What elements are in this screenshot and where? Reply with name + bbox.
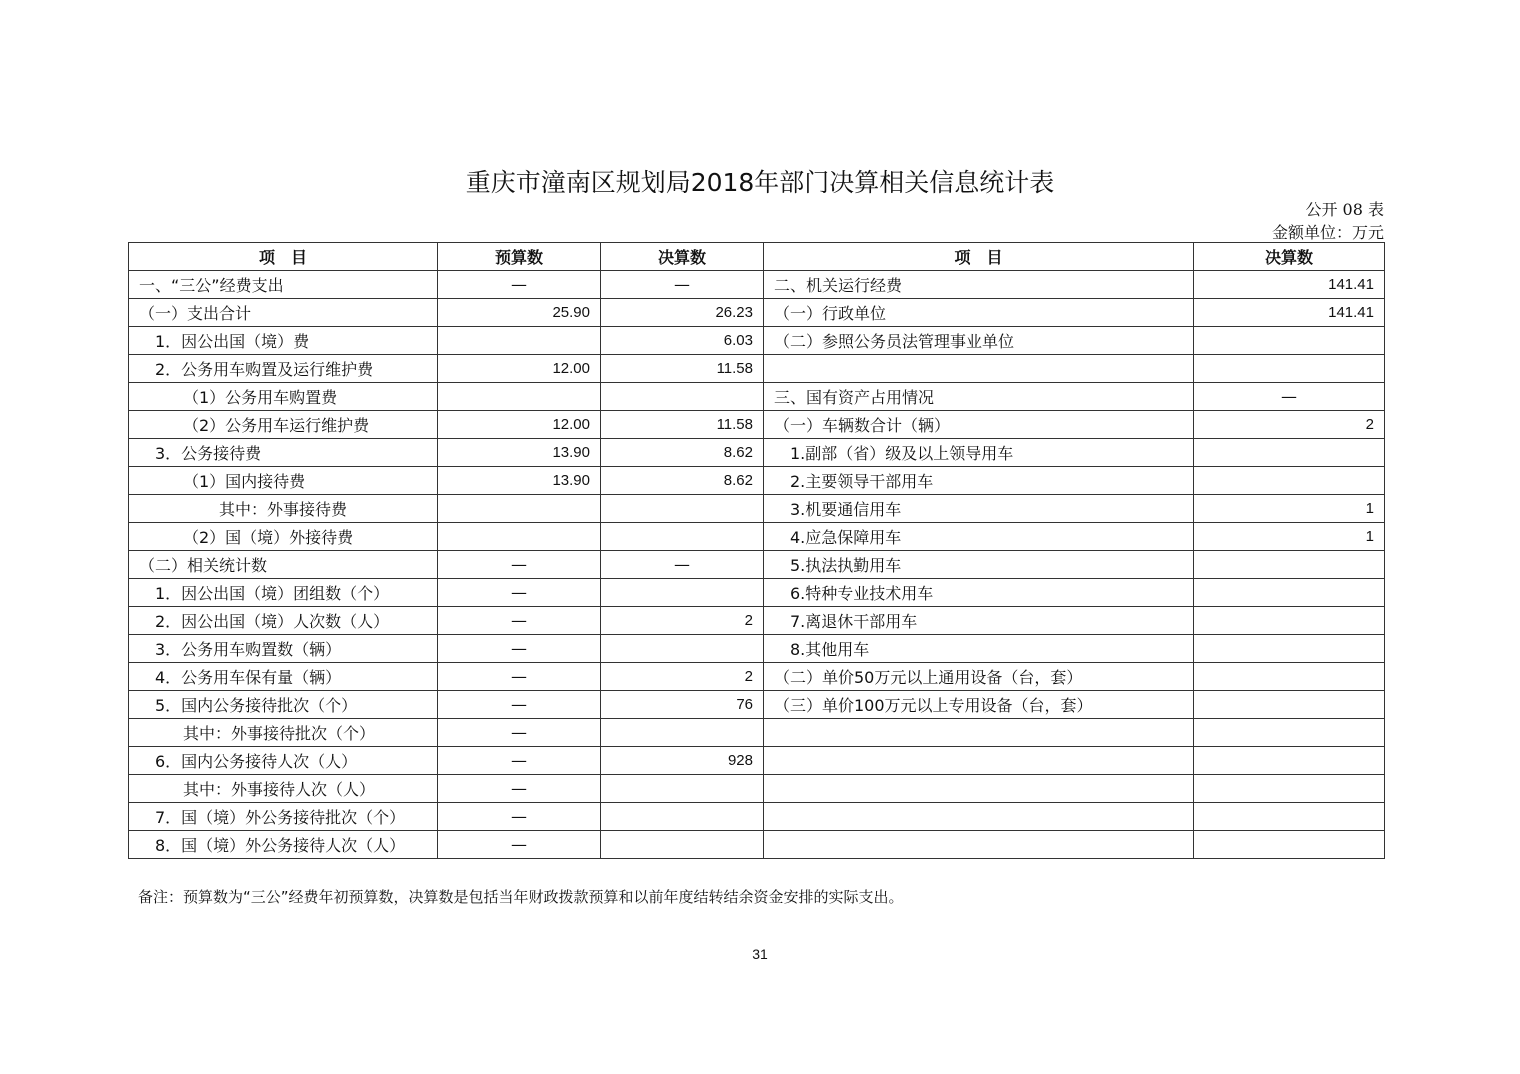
right-final-cell [1194, 327, 1385, 355]
left-item-cell: （2）国（境）外接待费 [129, 523, 438, 551]
right-item-cell: 8.其他用车 [764, 635, 1194, 663]
right-final-cell [1194, 719, 1385, 747]
form-number: 公开 08 表 [1305, 200, 1384, 219]
table-row [129, 831, 1385, 859]
final-cell [601, 495, 764, 523]
table-row [129, 747, 1385, 775]
budget-cell: 13.90 [438, 467, 601, 495]
budget-cell: — [438, 691, 601, 719]
right-item-cell [764, 775, 1194, 803]
left-item-cell: 1．因公出国（境）费 [129, 327, 438, 355]
left-item-cell: 8．国（境）外公务接待人次（人） [129, 831, 438, 859]
final-cell: — [601, 551, 764, 579]
budget-cell: — [438, 831, 601, 859]
budget-cell: — [438, 663, 601, 691]
right-item-cell: 6.特种专业技术用车 [764, 579, 1194, 607]
right-item-cell: 3.机要通信用车 [764, 495, 1194, 523]
final-cell: 2 [601, 663, 764, 691]
budget-cell: — [438, 747, 601, 775]
budget-cell: 12.00 [438, 411, 601, 439]
right-item-cell [764, 747, 1194, 775]
left-item-cell: 其中：外事接待人次（人） [129, 775, 438, 803]
right-item-cell: 1.副部（省）级及以上领导用车 [764, 439, 1194, 467]
budget-cell [438, 383, 601, 411]
left-item-cell: （一）支出合计 [129, 299, 438, 327]
right-final-cell: 141.41 [1194, 299, 1385, 327]
final-cell: 928 [601, 747, 764, 775]
final-cell [601, 719, 764, 747]
budget-cell: — [438, 775, 601, 803]
table-row [129, 355, 1385, 383]
right-final-cell [1194, 551, 1385, 579]
final-cell [601, 383, 764, 411]
right-item-cell: （二）单价50万元以上通用设备（台，套） [764, 663, 1194, 691]
left-item-cell: 其中：外事接待批次（个） [129, 719, 438, 747]
right-item-cell [764, 831, 1194, 859]
final-cell [601, 635, 764, 663]
budget-cell: — [438, 579, 601, 607]
statistics-table [128, 242, 1385, 859]
right-final-cell [1194, 803, 1385, 831]
header-right-item: 项 目 [764, 243, 1194, 271]
left-item-cell: 一、“三公”经费支出 [129, 271, 438, 299]
right-item-cell: 7.离退休干部用车 [764, 607, 1194, 635]
right-item-cell [764, 355, 1194, 383]
table-row [129, 439, 1385, 467]
right-item-cell: 三、国有资产占用情况 [764, 383, 1194, 411]
header-row [129, 243, 1385, 271]
table-row [129, 719, 1385, 747]
right-final-cell [1194, 467, 1385, 495]
left-item-cell: （2）公务用车运行维护费 [129, 411, 438, 439]
left-item-cell: 3．公务用车购置数（辆） [129, 635, 438, 663]
final-cell: 6.03 [601, 327, 764, 355]
right-item-cell: 4.应急保障用车 [764, 523, 1194, 551]
table-row [129, 691, 1385, 719]
budget-cell: — [438, 271, 601, 299]
header-left-item: 项 目 [129, 243, 438, 271]
right-item-cell: （三）单价100万元以上专用设备（台，套） [764, 691, 1194, 719]
right-final-cell: — [1194, 383, 1385, 411]
budget-cell [438, 495, 601, 523]
right-final-cell: 141.41 [1194, 271, 1385, 299]
left-item-cell: （1）国内接待费 [129, 467, 438, 495]
table-row [129, 775, 1385, 803]
table-row [129, 551, 1385, 579]
final-cell [601, 775, 764, 803]
table-row [129, 635, 1385, 663]
right-item-cell: 二、机关运行经费 [764, 271, 1194, 299]
right-item-cell: 5.执法执勤用车 [764, 551, 1194, 579]
right-final-cell [1194, 663, 1385, 691]
left-item-cell: （1）公务用车购置费 [129, 383, 438, 411]
table-row [129, 663, 1385, 691]
header-right-final: 决算数 [1194, 243, 1385, 271]
header-budget: 预算数 [438, 243, 601, 271]
budget-cell: — [438, 719, 601, 747]
final-cell: 11.58 [601, 355, 764, 383]
right-item-cell [764, 803, 1194, 831]
right-final-cell [1194, 607, 1385, 635]
table-row [129, 411, 1385, 439]
right-final-cell [1194, 691, 1385, 719]
right-item-cell: 2.主要领导干部用车 [764, 467, 1194, 495]
right-item-cell [764, 719, 1194, 747]
table-row [129, 607, 1385, 635]
final-cell: — [601, 271, 764, 299]
budget-cell: 13.90 [438, 439, 601, 467]
left-item-cell: 5．国内公务接待批次（个） [129, 691, 438, 719]
left-item-cell: 其中：外事接待费 [129, 495, 438, 523]
right-item-cell: （二）参照公务员法管理事业单位 [764, 327, 1194, 355]
final-cell: 11.58 [601, 411, 764, 439]
table-row [129, 327, 1385, 355]
budget-cell [438, 327, 601, 355]
budget-cell [438, 523, 601, 551]
header-final: 决算数 [601, 243, 764, 271]
table-row [129, 271, 1385, 299]
table-row [129, 467, 1385, 495]
page-number: 31 [752, 946, 768, 962]
final-cell: 2 [601, 607, 764, 635]
table-row [129, 383, 1385, 411]
table-row [129, 579, 1385, 607]
right-final-cell [1194, 439, 1385, 467]
budget-cell: — [438, 803, 601, 831]
right-final-cell: 2 [1194, 411, 1385, 439]
footnote: 备注：预算数为“三公”经费年初预算数，决算数是包括当年财政拨款预算和以前年度结转结余资金安排的实际支出。 [138, 888, 904, 906]
left-item-cell: 2．因公出国（境）人次数（人） [129, 607, 438, 635]
budget-cell: 25.90 [438, 299, 601, 327]
final-cell: 8.62 [601, 467, 764, 495]
amount-unit: 金额单位：万元 [1271, 223, 1384, 242]
table-row [129, 523, 1385, 551]
left-item-cell: 4．公务用车保有量（辆） [129, 663, 438, 691]
left-item-cell: 3．公务接待费 [129, 439, 438, 467]
final-cell [601, 831, 764, 859]
final-cell [601, 579, 764, 607]
right-final-cell [1194, 579, 1385, 607]
budget-cell: 12.00 [438, 355, 601, 383]
budget-cell: — [438, 551, 601, 579]
left-item-cell: （二）相关统计数 [129, 551, 438, 579]
final-cell: 26.23 [601, 299, 764, 327]
final-cell: 76 [601, 691, 764, 719]
right-final-cell [1194, 831, 1385, 859]
right-item-cell: （一）行政单位 [764, 299, 1194, 327]
right-final-cell [1194, 355, 1385, 383]
table-row [129, 299, 1385, 327]
table-row [129, 495, 1385, 523]
left-item-cell: 6．国内公务接待人次（人） [129, 747, 438, 775]
table-row [129, 803, 1385, 831]
left-item-cell: 2．公务用车购置及运行维护费 [129, 355, 438, 383]
final-cell: 8.62 [601, 439, 764, 467]
right-final-cell [1194, 635, 1385, 663]
left-item-cell: 7．国（境）外公务接待批次（个） [129, 803, 438, 831]
right-final-cell [1194, 747, 1385, 775]
right-final-cell: 1 [1194, 495, 1385, 523]
right-final-cell [1194, 775, 1385, 803]
final-cell [601, 523, 764, 551]
left-item-cell: 1．因公出国（境）团组数（个） [129, 579, 438, 607]
right-final-cell: 1 [1194, 523, 1385, 551]
right-item-cell: （一）车辆数合计（辆） [764, 411, 1194, 439]
budget-cell: — [438, 607, 601, 635]
page-title: 重庆市潼南区规划局2018年部门决算相关信息统计表 [465, 168, 1055, 197]
budget-cell: — [438, 635, 601, 663]
final-cell [601, 803, 764, 831]
